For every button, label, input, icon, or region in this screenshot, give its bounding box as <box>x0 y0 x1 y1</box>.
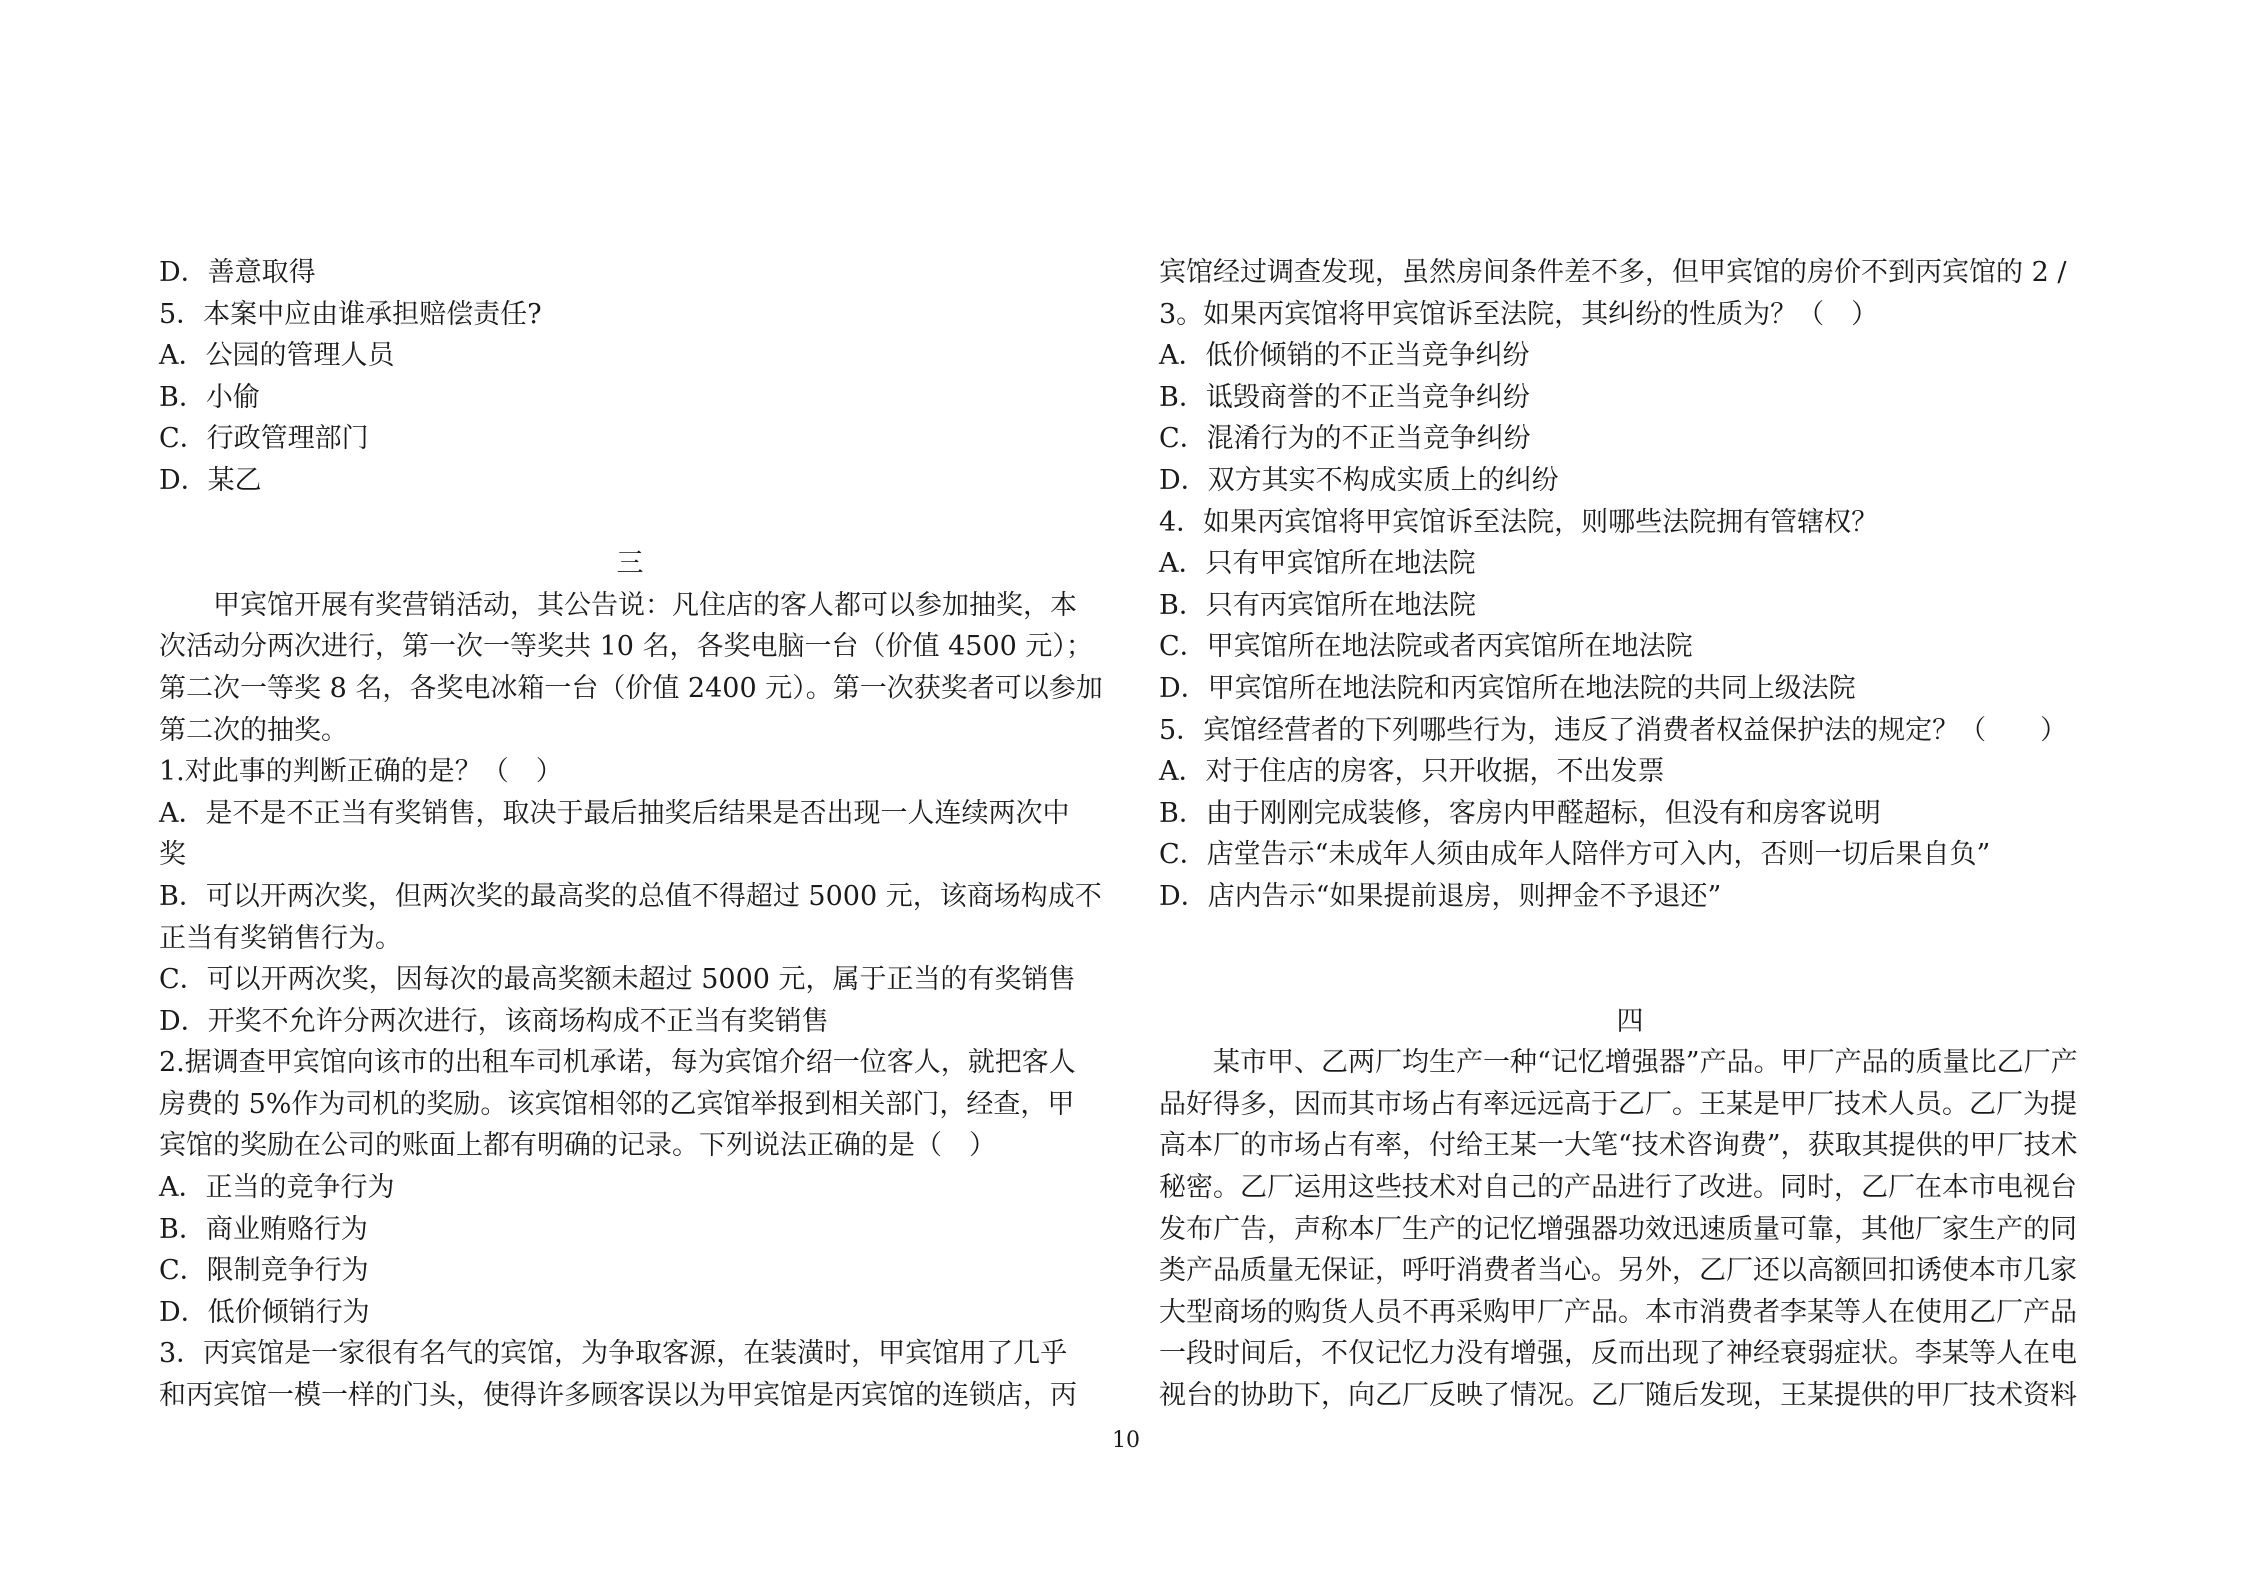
right-column <box>1159 252 2101 1417</box>
option-a: A．公园的管理人员 <box>159 340 395 372</box>
q5-option-d: D．店内告示“如果提前退房，则押金不予退还” <box>1159 880 1722 912</box>
q1-option-c: C．可以开两次奖，因每次的最高奖额未超过 5000 元，属于正当的有奖销售 <box>159 964 1076 996</box>
q2-option-b: B．商业贿赂行为 <box>159 1213 368 1245</box>
q2-option-c: C．限制竞争行为 <box>159 1255 369 1287</box>
question-2-stem: 2.据调查甲宾馆向该市的出租车司机承诺，每为宾馆介绍一位客人，就把客人 <box>159 1047 1076 1079</box>
q3-option-a: A．低价倾销的不正当竞争纠纷 <box>1159 340 1530 372</box>
q1-option-b-cont: 正当有奖销售行为。 <box>159 922 402 954</box>
question-5-stem: 5．宾馆经营者的下列哪些行为，违反了消费者权益保护法的规定？（ ） <box>1159 714 2068 746</box>
q1-option-b: B．可以开两次奖，但两次奖的最高奖的总值不得超过 5000 元，该商场构成不 <box>159 880 1102 912</box>
intro-line: 甲宾馆开展有奖营销活动，其公告说：凡住店的客人都可以参加抽奖，本 <box>213 589 1077 621</box>
case-line: 类产品质量无保证，呼吁消费者当心。另外，乙厂还以高额回扣诱使本市几家 <box>1159 1255 2077 1287</box>
case-line: 一段时间后，不仅记忆力没有增强，反而出现了神经衰弱症状。李某等人在电 <box>1159 1338 2077 1370</box>
case-line: 某市甲、乙两厂均生产一种“记忆增强器”产品。甲厂产品的质量比乙厂产 <box>1213 1047 2078 1079</box>
q2-option-a: A．正当的竞争行为 <box>159 1172 395 1204</box>
option-d: D．某乙 <box>159 464 262 496</box>
option-d-prev: D．善意取得 <box>159 257 316 288</box>
q1-option-a-cont: 奖 <box>159 839 186 871</box>
q4-option-c: C．甲宾馆所在地法院或者丙宾馆所在地法院 <box>1159 631 1693 663</box>
q5-option-c: C．店堂告示“未成年人须由成年人陪伴方可入内，否则一切后果自负” <box>1159 839 1991 871</box>
case-line: 视台的协助下，向乙厂反映了情况。乙厂随后发现，王某提供的甲厂技术资料 <box>1159 1380 2077 1412</box>
q2-option-d: D．低价倾销行为 <box>159 1296 370 1328</box>
case-line: 品好得多，因而其市场占有率远远高于乙厂。王某是甲厂技术人员。乙厂为提 <box>1159 1088 2077 1120</box>
case-line: 高本厂的市场占有率，付给王某一大笔“技术咨询费”，获取其提供的甲厂技术 <box>1159 1130 2078 1162</box>
section-title-4: 四 <box>1616 1005 1644 1037</box>
question-1-stem: 1.对此事的判断正确的是？（ ） <box>159 756 563 788</box>
case-line: 发布广告，声称本厂生产的记忆增强器功效迅速质量可靠，其他厂家生产的同 <box>1159 1213 2077 1245</box>
spacer <box>1159 918 2101 1001</box>
question-3-stem: 和丙宾馆一模一样的门头，使得许多顾客误以为甲宾馆是丙宾馆的连锁店，丙 <box>159 1380 1077 1412</box>
question-2-stem: 宾馆的奖励在公司的账面上都有明确的记录。下列说法正确的是（ ） <box>159 1130 996 1162</box>
intro-line: 次活动分两次进行，第一次一等奖共 10 名，各奖电脑一台（价值 4500 元）； <box>159 631 1093 663</box>
option-b: B．小偷 <box>159 381 260 413</box>
case-line: 秘密。乙厂运用这些技术对自己的产品进行了改进。同时，乙厂在本市电视台 <box>1159 1172 2077 1204</box>
q1-option-d: D．开奖不允许分两次进行，该商场构成不正当有奖销售 <box>159 1005 829 1037</box>
q3-option-b: B．诋毁商誉的不正当竞争纠纷 <box>1159 381 1530 413</box>
q5-option-b: B．由于刚刚完成装修，客房内甲醛超标，但没有和房客说明 <box>1159 797 1881 829</box>
q4-option-b: B．只有丙宾馆所在地法院 <box>1159 589 1476 621</box>
question-2-stem: 房费的 5%作为司机的奖励。该宾馆相邻的乙宾馆举报到相关部门，经查，甲 <box>159 1088 1075 1120</box>
option-c: C．行政管理部门 <box>159 423 369 455</box>
spacer <box>159 502 1101 544</box>
q3-option-c: C．混淆行为的不正当竞争纠纷 <box>1159 423 1531 455</box>
question-4-stem: 4．如果丙宾馆将甲宾馆诉至法院，则哪些法院拥有管辖权？ <box>1159 506 1879 538</box>
case-line: 大型商场的购货人员不再采购甲厂产品。本市消费者李某等人在使用乙厂产品 <box>1159 1296 2077 1328</box>
q4-option-a: A．只有甲宾馆所在地法院 <box>1159 548 1476 580</box>
intro-line: 第二次的抽奖。 <box>159 714 348 746</box>
left-column <box>159 252 1101 1417</box>
section-title-3: 三 <box>616 548 644 580</box>
q5-option-a: A．对于住店的房客，只开收据，不出发票 <box>1159 756 1665 788</box>
page-number: 10 <box>1112 1428 1140 1453</box>
intro-line: 第二次一等奖 8 名，各奖电冰箱一台（价值 2400 元）。第一次获奖者可以参加 <box>159 672 1103 704</box>
question-5-prev: 5．本案中应由谁承担赔偿责任? <box>159 298 542 330</box>
q3-option-d: D．双方其实不构成实质上的纠纷 <box>1159 464 1559 496</box>
question-3-stem: 3．丙宾馆是一家很有名气的宾馆，为争取客源，在装潢时，甲宾馆用了几乎 <box>159 1338 1068 1370</box>
q1-option-a: A．是不是不正当有奖销售，取决于最后抽奖后结果是否出现一人连续两次中 <box>159 797 1070 829</box>
question-3-stem-cont: 宾馆经过调查发现，虽然房间条件差不多，但甲宾馆的房价不到丙宾馆的 2 / <box>1159 257 2067 288</box>
question-3-stem-cont: 3。如果丙宾馆将甲宾馆诉至法院，其纠纷的性质为？（ ） <box>1159 298 1879 330</box>
q4-option-d: D．甲宾馆所在地法院和丙宾馆所在地法院的共同上级法院 <box>1159 672 1856 704</box>
